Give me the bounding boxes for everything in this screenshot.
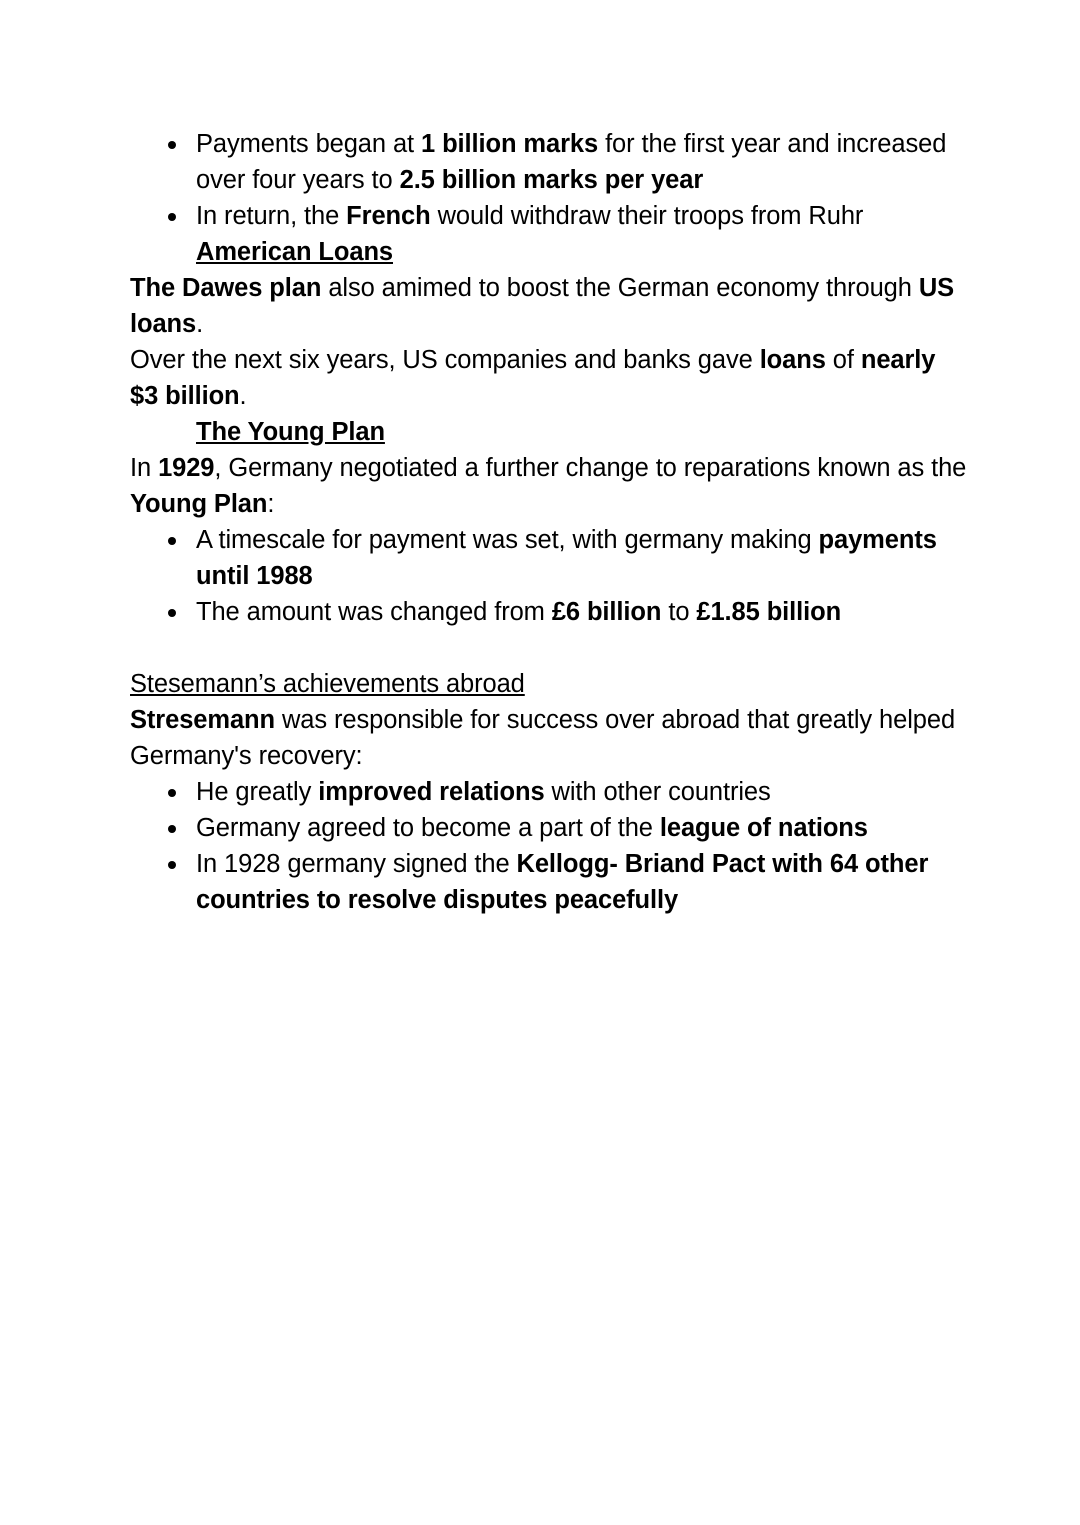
paragraph-young-plan-intro bbox=[130, 450, 970, 522]
bullet-text-emphasis: French bbox=[346, 202, 431, 230]
paragraph-emphasis: nearly $3 billion bbox=[130, 346, 936, 410]
list-item bbox=[130, 846, 970, 918]
bullet-text-emphasis: Kellogg- Briand Pact with 64 other countries to resolve disputes peacefully bbox=[196, 850, 929, 914]
paragraph-segment: , Germany negotiated a further change to reparations known as the bbox=[214, 454, 967, 482]
bullet-text-emphasis: payments until 1988 bbox=[196, 526, 937, 590]
list-item bbox=[130, 810, 970, 846]
bullet-text-emphasis: 1 billion marks bbox=[421, 130, 599, 158]
paragraph-segment: In bbox=[130, 454, 159, 482]
paragraph-segment: : bbox=[267, 490, 275, 518]
list-item bbox=[130, 594, 970, 630]
section-spacer bbox=[130, 630, 970, 666]
list-item bbox=[130, 774, 970, 810]
young-plan-bullet-list bbox=[130, 522, 970, 630]
paragraph-segment: . bbox=[196, 310, 204, 338]
paragraph-segment: Over the next six years, US companies and banks gave bbox=[130, 346, 760, 374]
bullet-text-segment: for the first year and increased over four years to bbox=[196, 130, 947, 194]
dawes-plan-bullet-list bbox=[130, 126, 970, 234]
paragraph-emphasis: US loans bbox=[130, 274, 955, 338]
bullet-text-emphasis: 2.5 billion marks per year bbox=[399, 166, 704, 194]
list-item bbox=[130, 198, 970, 234]
bullet-text-segment: to bbox=[661, 598, 697, 626]
paragraph-stresemann-intro bbox=[130, 702, 970, 774]
paragraph-segment: also amimed to boost the German economy through bbox=[321, 274, 919, 302]
subheading-american-loans bbox=[130, 234, 970, 270]
bullet-text-segment: The amount was changed from bbox=[196, 598, 552, 626]
bullet-text-segment: would withdraw their troops from Ruhr bbox=[430, 202, 864, 230]
bullet-text-emphasis: £6 billion bbox=[551, 598, 662, 626]
bullet-text-segment: Payments began at bbox=[196, 130, 422, 158]
bullet-text-segment: Germany agreed to become a part of the bbox=[196, 814, 660, 842]
stresemann-achievements-bullet-list bbox=[130, 774, 970, 918]
paragraph-dawes-plan-loans bbox=[130, 270, 970, 342]
list-item bbox=[130, 126, 970, 198]
paragraph-emphasis: loans bbox=[759, 346, 826, 374]
paragraph-emphasis: Stresemann bbox=[130, 706, 275, 734]
paragraph-segment: was responsible for success over abroad that greatly helped Germany's recovery: bbox=[130, 706, 956, 770]
paragraph-emphasis: 1929 bbox=[158, 454, 215, 482]
bullet-text-segment: with other countries bbox=[544, 778, 771, 806]
bullet-text-emphasis: £1.85 billion bbox=[696, 598, 842, 626]
document-body bbox=[130, 126, 970, 918]
paragraph-emphasis: The Dawes plan bbox=[130, 274, 322, 302]
paragraph-us-loans-amount bbox=[130, 342, 970, 414]
paragraph-segment: of bbox=[825, 346, 861, 374]
bullet-text-segment: He greatly bbox=[196, 778, 319, 806]
paragraph-segment: . bbox=[239, 382, 247, 410]
bullet-text-emphasis: league of nations bbox=[659, 814, 868, 842]
section-heading-stresemann-abroad: Stesemann’s achievements abroad bbox=[130, 670, 525, 698]
subheading-label: American Loans bbox=[196, 238, 393, 266]
bullet-text-segment: In return, the bbox=[196, 202, 347, 230]
paragraph-emphasis: Young Plan bbox=[130, 490, 268, 518]
subheading-label: The Young Plan bbox=[196, 418, 385, 446]
bullet-text-emphasis: improved relations bbox=[318, 778, 545, 806]
bullet-text-segment: A timescale for payment was set, with germany making bbox=[196, 526, 819, 554]
bullet-text-segment: In 1928 germany signed the bbox=[196, 850, 517, 878]
list-item bbox=[130, 522, 970, 594]
subheading-young-plan bbox=[130, 414, 970, 450]
